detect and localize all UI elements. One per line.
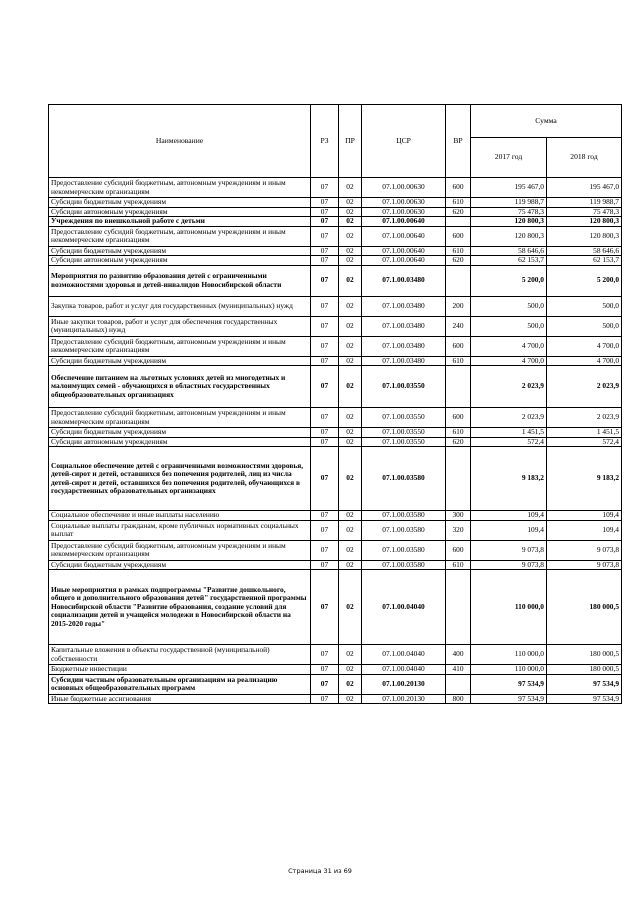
cell-pr: 02 — [339, 570, 362, 645]
table-row — [49, 316, 622, 336]
cell-vr: 610 — [446, 560, 471, 570]
cell-pr: 02 — [339, 511, 362, 521]
cell-vr: 410 — [446, 665, 471, 675]
cell-name: Капитальные вложения в объекты государственной (муниципальной) собственности — [49, 645, 311, 665]
cell-pr: 02 — [339, 408, 362, 428]
cell-2017: 9 183,2 — [471, 447, 547, 511]
cell-rz: 07 — [311, 408, 339, 428]
cell-rz: 07 — [311, 674, 339, 694]
budget-table — [48, 104, 622, 704]
cell-rz: 07 — [311, 207, 339, 217]
cell-name: Субсидии бюджетным учреждениям — [49, 198, 311, 208]
cell-pr: 02 — [339, 246, 362, 256]
cell-name: Иные закупки товаров, работ и услуг для обеспечения государственных (муниципальных) нужд — [49, 316, 311, 336]
cell-name: Предоставление субсидий бюджетным, автономным учреждениям и иным некоммерческим организациям — [49, 336, 311, 356]
cell-2017: 97 534,9 — [471, 694, 547, 704]
cell-rz: 07 — [311, 226, 339, 246]
cell-pr: 02 — [339, 366, 362, 408]
cell-vr: 400 — [446, 645, 471, 665]
cell-2017: 120 800,3 — [471, 226, 547, 246]
cell-pr: 02 — [339, 356, 362, 366]
cell-vr — [446, 570, 471, 645]
header-sum: Сумма — [471, 105, 622, 138]
cell-vr: 600 — [446, 540, 471, 560]
cell-csr: 07.1.00.03550 — [362, 428, 446, 438]
cell-vr: 610 — [446, 356, 471, 366]
cell-2018: 9 073,8 — [547, 540, 622, 560]
cell-2018: 4 700,0 — [547, 356, 622, 366]
cell-vr: 620 — [446, 437, 471, 447]
cell-2017: 109,4 — [471, 511, 547, 521]
cell-2017: 5 200,0 — [471, 265, 547, 296]
header-2017: 2017 год — [471, 138, 547, 178]
cell-vr — [446, 366, 471, 408]
cell-vr — [446, 265, 471, 296]
cell-2018: 195 467,0 — [547, 178, 622, 198]
table-row — [49, 217, 622, 227]
cell-rz: 07 — [311, 560, 339, 570]
cell-rz: 07 — [311, 447, 339, 511]
cell-vr: 600 — [446, 226, 471, 246]
cell-pr: 02 — [339, 645, 362, 665]
cell-rz: 07 — [311, 694, 339, 704]
cell-rz: 07 — [311, 428, 339, 438]
cell-csr: 07.1.00.03580 — [362, 520, 446, 540]
table-row — [49, 665, 622, 675]
cell-2017: 9 073,8 — [471, 540, 547, 560]
cell-pr: 02 — [339, 674, 362, 694]
cell-pr: 02 — [339, 520, 362, 540]
cell-2017: 110 000,0 — [471, 570, 547, 645]
cell-2017: 110 000,0 — [471, 645, 547, 665]
cell-pr: 02 — [339, 217, 362, 227]
table-row — [49, 207, 622, 217]
cell-name: Социальное обеспечение и иные выплаты населению — [49, 511, 311, 521]
header-name: Наименование — [49, 105, 311, 178]
cell-2018: 109,4 — [547, 520, 622, 540]
cell-name: Предоставление субсидий бюджетным, автономным учреждениям и иным некоммерческим организациям — [49, 540, 311, 560]
table-row — [49, 198, 622, 208]
cell-rz: 07 — [311, 265, 339, 296]
cell-csr: 07.1.00.20130 — [362, 694, 446, 704]
cell-rz: 07 — [311, 665, 339, 675]
cell-vr: 320 — [446, 520, 471, 540]
table-row — [49, 226, 622, 246]
cell-rz: 07 — [311, 336, 339, 356]
table-row — [49, 265, 622, 296]
cell-csr: 07.1.00.03580 — [362, 511, 446, 521]
cell-name: Закупка товаров, работ и услуг для государственных (муниципальных) нужд — [49, 296, 311, 316]
cell-2017: 4 700,0 — [471, 336, 547, 356]
table-row — [49, 694, 622, 704]
cell-rz: 07 — [311, 316, 339, 336]
cell-csr: 07.1.00.00640 — [362, 256, 446, 266]
cell-rz: 07 — [311, 178, 339, 198]
cell-pr: 02 — [339, 198, 362, 208]
cell-2018: 5 200,0 — [547, 265, 622, 296]
table-row — [49, 570, 622, 645]
cell-name: Предоставление субсидий бюджетным, автономным учреждениям и иным некоммерческим организациям — [49, 408, 311, 428]
cell-csr: 07.1.00.03550 — [362, 366, 446, 408]
cell-2018: 109,4 — [547, 511, 622, 521]
cell-name: Субсидии автономным учреждениям — [49, 207, 311, 217]
cell-name: Субсидии автономным учреждениям — [49, 437, 311, 447]
cell-2017: 2 023,9 — [471, 408, 547, 428]
cell-pr: 02 — [339, 560, 362, 570]
cell-name: Иные бюджетные ассигнования — [49, 694, 311, 704]
cell-vr — [446, 447, 471, 511]
cell-2018: 119 988,7 — [547, 198, 622, 208]
cell-2018: 2 023,9 — [547, 366, 622, 408]
cell-vr: 620 — [446, 256, 471, 266]
cell-csr: 07.1.00.00630 — [362, 198, 446, 208]
cell-2018: 180 000,5 — [547, 645, 622, 665]
cell-csr: 07.1.00.03480 — [362, 265, 446, 296]
table-row — [49, 256, 622, 266]
cell-2017: 195 467,0 — [471, 178, 547, 198]
cell-vr: 240 — [446, 316, 471, 336]
cell-2018: 9 183,2 — [547, 447, 622, 511]
cell-2018: 2 023,9 — [547, 408, 622, 428]
cell-vr: 600 — [446, 178, 471, 198]
cell-rz: 07 — [311, 645, 339, 665]
cell-rz: 07 — [311, 198, 339, 208]
cell-pr: 02 — [339, 540, 362, 560]
cell-2018: 97 534,9 — [547, 674, 622, 694]
header-rz: РЗ — [311, 105, 339, 178]
table-row — [49, 560, 622, 570]
cell-2017: 500,0 — [471, 296, 547, 316]
cell-rz: 07 — [311, 217, 339, 227]
cell-pr: 02 — [339, 265, 362, 296]
table-row — [49, 645, 622, 665]
table-row — [49, 246, 622, 256]
cell-2017: 120 800,3 — [471, 217, 547, 227]
cell-2017: 110 000,0 — [471, 665, 547, 675]
cell-csr: 07.1.00.00630 — [362, 207, 446, 217]
cell-name: Субсидии бюджетным учреждениям — [49, 428, 311, 438]
cell-pr: 02 — [339, 428, 362, 438]
cell-2017: 97 534,9 — [471, 674, 547, 694]
cell-2018: 180 000,5 — [547, 570, 622, 645]
cell-csr: 07.1.00.03480 — [362, 336, 446, 356]
cell-2018: 58 646,6 — [547, 246, 622, 256]
cell-vr — [446, 217, 471, 227]
table-body — [49, 178, 622, 704]
cell-name: Субсидии бюджетным учреждениям — [49, 356, 311, 366]
cell-name: Субсидии частным образовательным организациям на реализацию основных общеобразовательных программ — [49, 674, 311, 694]
cell-2018: 75 478,3 — [547, 207, 622, 217]
cell-csr: 07.1.00.03580 — [362, 540, 446, 560]
cell-rz: 07 — [311, 246, 339, 256]
table-row — [49, 428, 622, 438]
cell-csr: 07.1.00.00630 — [362, 178, 446, 198]
cell-vr — [446, 674, 471, 694]
cell-rz: 07 — [311, 570, 339, 645]
cell-2017: 75 478,3 — [471, 207, 547, 217]
table-row — [49, 296, 622, 316]
cell-vr: 200 — [446, 296, 471, 316]
cell-rz: 07 — [311, 256, 339, 266]
cell-2018: 120 800,3 — [547, 217, 622, 227]
table-row — [49, 447, 622, 511]
cell-2017: 119 988,7 — [471, 198, 547, 208]
cell-csr: 07.1.00.03550 — [362, 437, 446, 447]
cell-rz: 07 — [311, 511, 339, 521]
cell-2018: 500,0 — [547, 316, 622, 336]
cell-2017: 2 023,9 — [471, 366, 547, 408]
cell-csr: 07.1.00.03480 — [362, 296, 446, 316]
cell-2018: 1 451,5 — [547, 428, 622, 438]
cell-vr: 620 — [446, 207, 471, 217]
cell-2017: 109,4 — [471, 520, 547, 540]
cell-vr: 800 — [446, 694, 471, 704]
cell-name: Социальные выплаты гражданам, кроме публичных нормативных социальных выплат — [49, 520, 311, 540]
cell-csr: 07.1.00.00640 — [362, 226, 446, 246]
cell-vr: 300 — [446, 511, 471, 521]
cell-csr: 07.1.00.04040 — [362, 645, 446, 665]
cell-rz: 07 — [311, 540, 339, 560]
cell-pr: 02 — [339, 296, 362, 316]
cell-vr: 600 — [446, 408, 471, 428]
cell-2018: 120 800,3 — [547, 226, 622, 246]
cell-name: Бюджетные инвестиции — [49, 665, 311, 675]
cell-2017: 500,0 — [471, 316, 547, 336]
cell-csr: 07.1.00.03480 — [362, 316, 446, 336]
header-2018: 2018 год — [547, 138, 622, 178]
table-row — [49, 356, 622, 366]
cell-name: Мероприятия по развитию образования детей с ограниченными возможностями здоровья и детей-инвалидов Новосибирской области — [49, 265, 311, 296]
table-row — [49, 366, 622, 408]
cell-rz: 07 — [311, 366, 339, 408]
cell-csr: 07.1.00.00640 — [362, 246, 446, 256]
cell-pr: 02 — [339, 226, 362, 246]
cell-name: Предоставление субсидий бюджетным, автономным учреждениям и иным некоммерческим организациям — [49, 226, 311, 246]
cell-vr: 610 — [446, 428, 471, 438]
table-row — [49, 540, 622, 560]
cell-2017: 58 646,6 — [471, 246, 547, 256]
cell-csr: 07.1.00.03580 — [362, 447, 446, 511]
cell-name: Обеспечение питанием на льготных условиях детей из многодетных и малоимущих семей - обучающихся в областных государственных общеобразовательных организациях — [49, 366, 311, 408]
cell-name: Предоставление субсидий бюджетным, автономным учреждениям и иным некоммерческим организациям — [49, 178, 311, 198]
cell-name: Субсидии бюджетным учреждениям — [49, 246, 311, 256]
cell-rz: 07 — [311, 296, 339, 316]
cell-2018: 572,4 — [547, 437, 622, 447]
cell-csr: 07.1.00.03580 — [362, 560, 446, 570]
table-row — [49, 674, 622, 694]
cell-pr: 02 — [339, 316, 362, 336]
cell-pr: 02 — [339, 447, 362, 511]
cell-2017: 1 451,5 — [471, 428, 547, 438]
cell-csr: 07.1.00.04040 — [362, 570, 446, 645]
table-row — [49, 511, 622, 521]
cell-csr: 07.1.00.20130 — [362, 674, 446, 694]
cell-csr: 07.1.00.03550 — [362, 408, 446, 428]
cell-2018: 180 000,5 — [547, 665, 622, 675]
cell-name: Социальное обеспечение детей с ограниченными возможностями здоровья, детей-сирот и детей, оставшихся без попечения родителей, лиц из числа детей-сирот и детей, оставшихся без попечения родителей, обучающихся в государственных образовательных организациях — [49, 447, 311, 511]
cell-2017: 572,4 — [471, 437, 547, 447]
header-vr: ВР — [446, 105, 471, 178]
cell-csr: 07.1.00.00640 — [362, 217, 446, 227]
page-number: Страница 31 из 69 — [288, 867, 352, 875]
cell-pr: 02 — [339, 178, 362, 198]
cell-pr: 02 — [339, 694, 362, 704]
cell-csr: 07.1.00.04040 — [362, 665, 446, 675]
cell-rz: 07 — [311, 437, 339, 447]
cell-name: Субсидии бюджетным учреждениям — [49, 560, 311, 570]
cell-csr: 07.1.00.03480 — [362, 356, 446, 366]
cell-2018: 62 153,7 — [547, 256, 622, 266]
header-csr: ЦСР — [362, 105, 446, 178]
table-row — [49, 336, 622, 356]
cell-2017: 4 700,0 — [471, 356, 547, 366]
cell-pr: 02 — [339, 336, 362, 356]
cell-pr: 02 — [339, 207, 362, 217]
header-pr: ПР — [339, 105, 362, 178]
cell-pr: 02 — [339, 437, 362, 447]
cell-pr: 02 — [339, 665, 362, 675]
table-row — [49, 408, 622, 428]
cell-name: Учреждения по внешкольной работе с детьми — [49, 217, 311, 227]
cell-2018: 500,0 — [547, 296, 622, 316]
cell-2017: 9 073,8 — [471, 560, 547, 570]
cell-name: Субсидии автономным учреждениям — [49, 256, 311, 266]
cell-vr: 610 — [446, 246, 471, 256]
cell-rz: 07 — [311, 520, 339, 540]
cell-pr: 02 — [339, 256, 362, 266]
cell-vr: 610 — [446, 198, 471, 208]
cell-rz: 07 — [311, 356, 339, 366]
table-row — [49, 520, 622, 540]
cell-2018: 4 700,0 — [547, 336, 622, 356]
cell-2018: 97 534,9 — [547, 694, 622, 704]
table-row — [49, 437, 622, 447]
table-row — [49, 178, 622, 198]
cell-2017: 62 153,7 — [471, 256, 547, 266]
cell-name: Иные мероприятия в рамках подпрограммы "Развитие дошкольного, общего и дополнительного образования детей" государственной программы Новосибирской области "Развитие образования, создание условий для социализации детей и учащейся молодежи в Новосибирской области на 2015-2020 годы" — [49, 570, 311, 645]
cell-vr: 600 — [446, 336, 471, 356]
cell-2018: 9 073,8 — [547, 560, 622, 570]
